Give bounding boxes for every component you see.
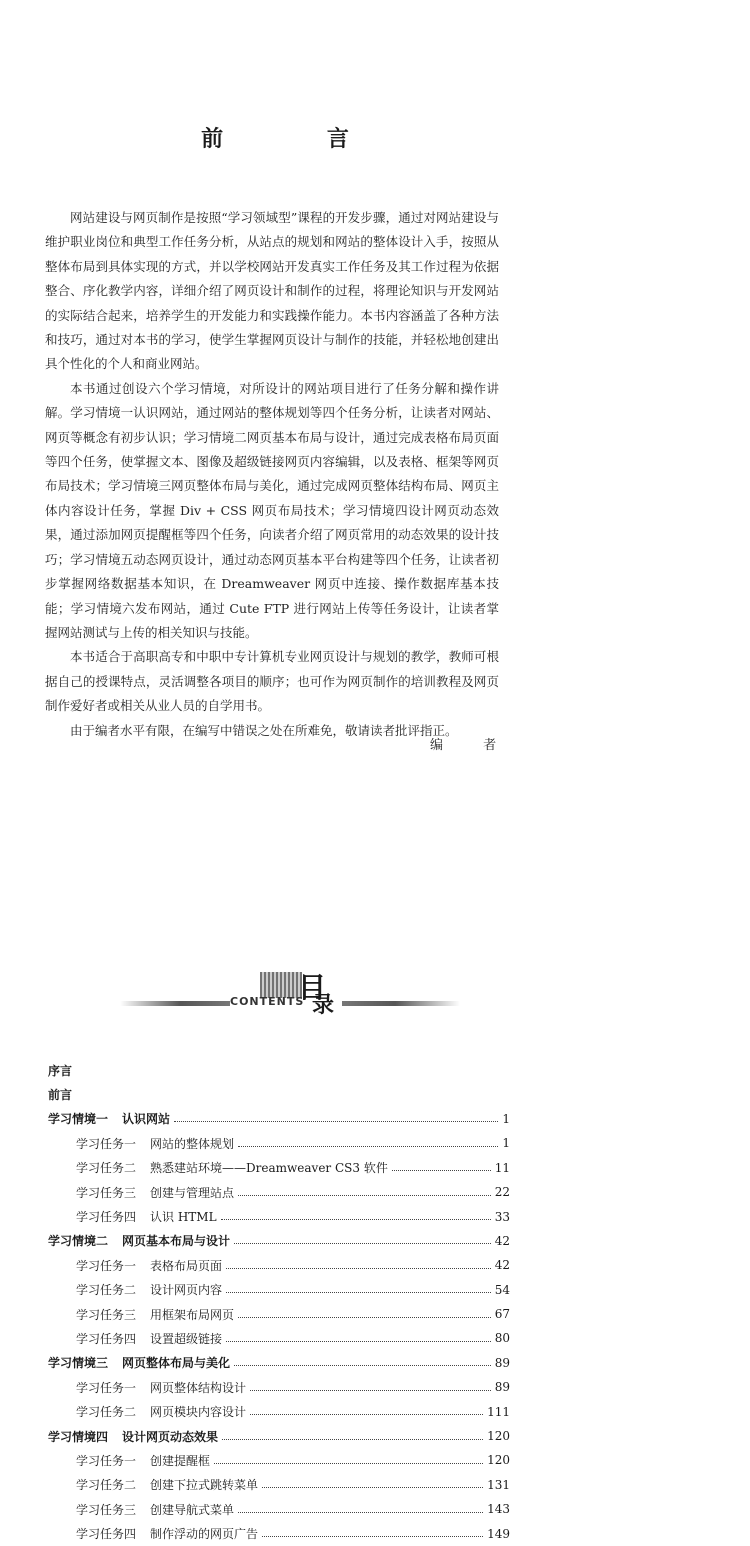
toc-dot-leader [221,1219,491,1220]
preface-title: 前 言 [201,126,397,152]
toc-dot-leader [234,1243,491,1244]
toc-entry-title: 设置超级链接 [150,1331,223,1346]
toc-dot-leader [238,1512,483,1513]
toc-entry-code: 学习任务二 [76,1405,137,1420]
toc-page-number: 67 [494,1307,510,1322]
toc-page-number: 89 [494,1380,510,1395]
toc-task-entry [48,1302,510,1326]
contents-title-char: 目 [298,971,327,1004]
toc-chapter-entry [48,1351,510,1375]
toc-dot-leader [214,1463,483,1464]
toc-entry-title: 创建与管理站点 [150,1185,235,1200]
toc-entry-code: 序言 [48,1063,73,1078]
toc-entry-title: 网页整体布局与美化 [122,1356,231,1371]
toc-entry-code: 学习情境三 [48,1356,109,1371]
toc-entry-title: 设计网页内容 [150,1283,223,1298]
toc-task-entry [48,1497,510,1521]
toc-page-number: 120 [487,1429,510,1444]
preface-paragraph: 本书适合于高职高专和中职中专计算机专业网页设计与规划的教学，教师可根据自己的授课特点，灵活调整各项目的顺序；也可作为网页制作的培训教程及网页制作爱好者或相关从业人员的自学用书。 [45,649,499,714]
toc-dot-leader [238,1317,491,1318]
toc-entry-code: 学习任务二 [76,1161,137,1176]
toc-page-number: 1 [502,1111,510,1126]
toc-chapter-entry [48,1082,510,1106]
header-rule-left [120,1001,230,1006]
toc-dot-leader [174,1121,498,1122]
toc-chapter-entry [48,1424,510,1448]
table-of-contents [48,1058,510,1546]
toc-entry-code: 学习情境二 [48,1234,109,1249]
toc-entry-title: 制作浮动的网页广告 [150,1527,259,1542]
toc-dot-leader [238,1146,498,1147]
toc-dot-leader [250,1390,491,1391]
contents-title-char: 录 [312,993,335,1018]
toc-dot-leader [226,1341,491,1342]
toc-entry-code: 学习任务四 [76,1210,137,1225]
toc-task-entry [48,1399,510,1423]
toc-page-number: 131 [487,1477,510,1492]
toc-page-number: 42 [494,1258,510,1273]
preface-paragraph: 网站建设与网页制作是按照“学习领域型”课程的开发步骤，通过对网站建设与维护职业岗位和典型工作任务分析，从站点的规划和网站的整体设计入手，按照从整体布局到具体实现的方式，并以学校网站开发真实工作任务及其工作过程为依据整合、序化教学内容，详细介绍了网页设计和制作的过程，将理论知识与开发网站的实际结合起来，培养学生的开发能力和实践操作能力。本书内容涵盖了各种方法和技巧，通过对本书的学习，使学生掌握网页设计与制作的技能，并轻松地创建出具个性化的个人和商业网站。 [45,210,499,372]
toc-task-entry [48,1448,510,1472]
contents-header [120,968,460,1018]
toc-chapter-entry [48,1058,510,1082]
toc-page-number: 54 [494,1282,510,1297]
toc-entry-title: 创建下拉式跳转菜单 [150,1478,259,1493]
toc-entry-code: 学习任务四 [76,1331,137,1346]
toc-dot-leader [222,1439,483,1440]
toc-entry-code: 前言 [48,1088,73,1103]
toc-entry-title: 创建提醒框 [150,1453,211,1468]
toc-task-entry [48,1253,510,1277]
toc-dot-leader [392,1170,491,1171]
toc-chapter-entry [48,1107,510,1131]
toc-page-number: 22 [494,1185,510,1200]
toc-chapter-entry [48,1229,510,1253]
toc-dot-leader [226,1268,491,1269]
toc-entry-title: 表格布局页面 [150,1258,223,1273]
header-rule-right [342,1001,460,1006]
toc-page-number: 111 [487,1404,510,1419]
toc-dot-leader [234,1365,491,1366]
toc-entry-title: 认识 HTML [150,1210,217,1225]
toc-entry-title: 创建导航式菜单 [150,1502,235,1517]
toc-entry-code: 学习任务三 [76,1502,137,1517]
toc-entry-code: 学习任务一 [76,1453,137,1468]
toc-page-number: 80 [494,1331,510,1346]
toc-dot-leader [262,1536,483,1537]
toc-entry-code: 学习任务二 [76,1283,137,1298]
toc-task-entry [48,1156,510,1180]
toc-entry-code: 学习任务一 [76,1380,137,1395]
toc-entry-title: 设计网页动态效果 [122,1429,219,1444]
toc-entry-title: 网站的整体规划 [150,1136,235,1151]
toc-page-number: 42 [494,1233,510,1248]
toc-page-number: 149 [487,1526,510,1541]
contents-word: CONTENTS [230,995,305,1008]
toc-task-entry [48,1521,510,1545]
toc-dot-leader [262,1487,483,1488]
toc-task-entry [48,1131,510,1155]
toc-page-number: 11 [494,1160,510,1175]
toc-task-entry [48,1375,510,1399]
preface-body [45,206,499,743]
toc-page-number: 120 [487,1453,510,1468]
preface-signature: 编 者 [430,738,515,753]
toc-page-number: 33 [494,1209,510,1224]
preface-paragraph: 本书通过创设六个学习情境，对所设计的网站项目进行了任务分解和操作讲解。学习情境一认识网站，通过网站的整体规划等四个任务分析，让读者对网站、网页等概念有初步认识；学习情境二网页基本布局与设计，通过完成表格布局页面等四个任务，使掌握文本、图像及超级链接网页内容编辑，以及表格、框架等网页布局技术；学习情境三网页整体布局与美化，通过完成网页整体结构布局、网页主体内容设计任务，掌握 Div + CSS 网页布局技术；学习情境四设计网页动态效果，通过添加网页提醒框等四个任务，向读者介绍了网页常用的动态效果的设计技巧；学习情境五动态网页设计，通过动态网页基本平台构建等四个任务，让读者初步掌握网络数据基本知识，在 Dreamweaver 网页中连接、操作数据库基本技能；学习情境六发布网站，通过 Cute FTP 进行网站上传等任务设计，让读者掌握网站测试与上传的相关知识与技能。 [45,380,499,640]
toc-task-entry [48,1204,510,1228]
toc-entry-title: 认识网站 [122,1112,171,1127]
toc-entry-code: 学习情境四 [48,1429,109,1444]
toc-entry-title: 熟悉建站环境——Dreamweaver CS3 软件 [150,1161,388,1176]
toc-task-entry [48,1326,510,1350]
toc-dot-leader [226,1292,491,1293]
toc-page-number: 143 [487,1502,510,1517]
toc-entry-code: 学习任务三 [76,1307,137,1322]
toc-entry-title: 用框架布局网页 [150,1307,235,1322]
toc-entry-code: 学习任务二 [76,1478,137,1493]
toc-entry-title: 网页基本布局与设计 [122,1234,231,1249]
toc-entry-code: 学习任务一 [76,1136,137,1151]
toc-entry-title: 网页整体结构设计 [150,1380,247,1395]
toc-page-number: 89 [494,1355,510,1370]
preface-paragraph: 由于编者水平有限，在编写中错误之处在所难免，敬请读者批评指正。 [70,722,458,738]
toc-entry-code: 学习任务四 [76,1527,137,1542]
toc-dot-leader [250,1414,483,1415]
toc-task-entry [48,1473,510,1497]
toc-entry-code: 学习任务一 [76,1258,137,1273]
toc-page-number: 1 [502,1136,510,1151]
toc-task-entry [48,1180,510,1204]
toc-task-entry [48,1278,510,1302]
toc-entry-title: 网页模块内容设计 [150,1405,247,1420]
toc-entry-code: 学习情境一 [48,1112,109,1127]
toc-entry-code: 学习任务三 [76,1185,137,1200]
toc-dot-leader [238,1195,491,1196]
